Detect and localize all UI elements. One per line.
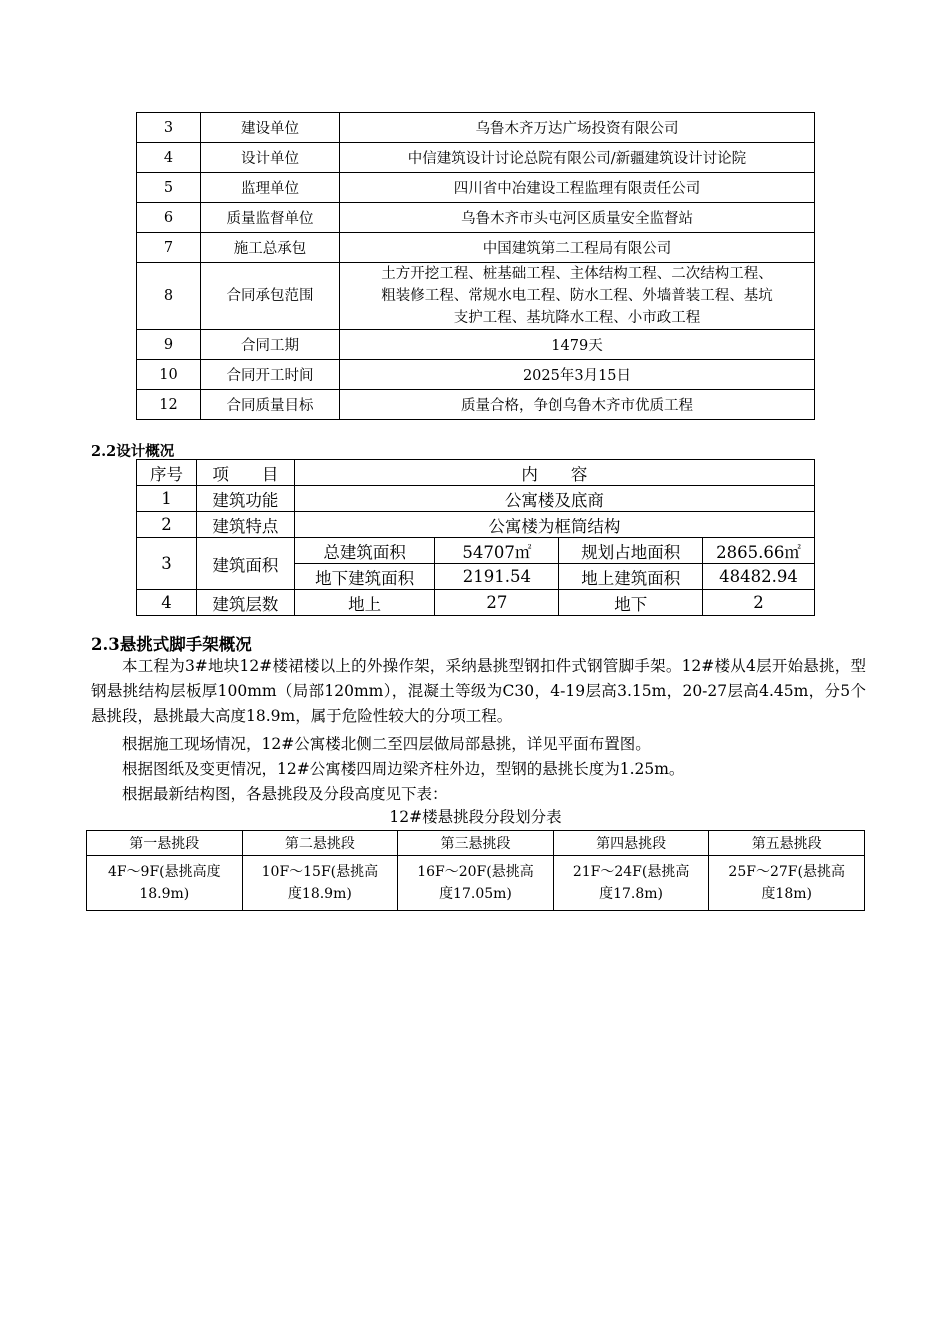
row-number: 8 xyxy=(137,263,201,330)
row-number: 1 xyxy=(137,486,197,512)
cantilever-segment-table xyxy=(86,830,865,911)
table-row xyxy=(137,203,815,233)
area-label: 地下建筑面积 xyxy=(294,564,435,590)
segment-name: 第一悬挑段 xyxy=(87,831,243,856)
segment-name: 第五悬挑段 xyxy=(709,831,865,856)
segment-range-line: 度18m) xyxy=(761,886,812,902)
segment-name: 第二悬挑段 xyxy=(242,831,398,856)
row-number: 7 xyxy=(137,233,201,263)
section-heading-scaffold: 2.3悬挑式脚手架概况 xyxy=(91,635,252,654)
floors-above-value: 27 xyxy=(435,590,559,616)
row-content: 公寓楼及底商 xyxy=(294,486,814,512)
row-number: 5 xyxy=(137,173,201,203)
table-row xyxy=(137,330,815,360)
segment-range-line: 度17.05m) xyxy=(439,886,512,902)
table-row xyxy=(137,173,815,203)
table-row xyxy=(137,113,815,143)
table-row xyxy=(137,512,815,538)
row-item: 合同承包范围 xyxy=(201,263,340,330)
row-content: 质量合格，争创乌鲁木齐市优质工程 xyxy=(340,390,815,420)
table-row xyxy=(137,390,815,420)
row-content: 2025年3月15日 xyxy=(340,360,815,390)
area-value: 54707㎡ xyxy=(435,538,559,564)
row-content: 乌鲁木齐万达广场投资有限公司 xyxy=(340,113,815,143)
table-row xyxy=(137,360,815,390)
row-item: 合同质量目标 xyxy=(201,390,340,420)
row-item: 监理单位 xyxy=(201,173,340,203)
area-label: 总建筑面积 xyxy=(294,538,435,564)
row-number: 3 xyxy=(137,538,197,590)
content-line: 支护工程、基坑降水工程、小市政工程 xyxy=(453,310,701,326)
area-label: 规划占地面积 xyxy=(559,538,703,564)
row-item: 设计单位 xyxy=(201,143,340,173)
table-row xyxy=(137,486,815,512)
row-number: 9 xyxy=(137,330,201,360)
row-number: 6 xyxy=(137,203,201,233)
row-number: 4 xyxy=(137,143,201,173)
floors-below-label: 地下 xyxy=(559,590,703,616)
segment-range xyxy=(398,856,554,911)
segment-range-line: 度17.8m) xyxy=(599,886,664,902)
header-content: 内 容 xyxy=(294,460,814,486)
segment-name: 第四悬挑段 xyxy=(553,831,709,856)
row-content: 四川省中冶建设工程监理有限责任公司 xyxy=(340,173,815,203)
floors-below-value: 2 xyxy=(703,590,815,616)
segment-range xyxy=(553,856,709,911)
area-value: 2191.54 xyxy=(435,564,559,590)
row-item: 合同开工时间 xyxy=(201,360,340,390)
table-row xyxy=(137,538,815,564)
paragraph: 根据最新结构图，各悬挑段及分段高度见下表： xyxy=(122,785,448,803)
paragraph: 本工程为3#地块12#楼裙楼以上的外操作架，采纳悬挑型钢扣件式钢管脚手架。12#楼从4层开始悬挑，型钢悬挑结构层板厚100mm（局部120mm），混凝土等级为C30，4-19层高3.15m，20-27层高4.45m，分5个悬挑段，悬挑最大高度18.9m，属于危险性较大的分项工程。 xyxy=(91,657,866,725)
row-content: 中信建筑设计讨论总院有限公司/新疆建筑设计讨论院 xyxy=(340,143,815,173)
segment-range-line: 度18.9m) xyxy=(287,886,352,902)
segment-range xyxy=(709,856,865,911)
row-content: 公寓楼为框筒结构 xyxy=(294,512,814,538)
row-item: 建设单位 xyxy=(201,113,340,143)
project-info-table xyxy=(136,112,815,420)
row-number: 12 xyxy=(137,390,201,420)
header-item: 项 目 xyxy=(196,460,294,486)
segment-range-line: 25F～27F(悬挑高 xyxy=(728,864,845,880)
segment-range-line: 16F～20F(悬挑高 xyxy=(417,864,534,880)
section-heading-design: 2.2设计概况 xyxy=(91,443,175,460)
table-row xyxy=(137,263,815,330)
row-content: 中国建筑第二工程局有限公司 xyxy=(340,233,815,263)
segment-range xyxy=(242,856,398,911)
table-caption: 12#楼悬挑段分段划分表 xyxy=(389,808,562,826)
segment-range-line: 4F～9F(悬挑高度 xyxy=(107,864,221,880)
row-number: 10 xyxy=(137,360,201,390)
row-content: 1479天 xyxy=(340,330,815,360)
content-line: 土方开挖工程、桩基础工程、主体结构工程、二次结构工程、 xyxy=(381,266,773,282)
table-row xyxy=(87,856,865,911)
paragraph: 根据图纸及变更情况，12#公寓楼四周边梁齐柱外边，型钢的悬挑长度为1.25m。 xyxy=(122,760,685,778)
segment-name: 第三悬挑段 xyxy=(398,831,554,856)
area-value: 48482.94 xyxy=(703,564,815,590)
row-content: 乌鲁木齐市头屯河区质量安全监督站 xyxy=(340,203,815,233)
floors-above-label: 地上 xyxy=(294,590,435,616)
segment-range-line: 10F～15F(悬挑高 xyxy=(261,864,379,880)
row-item: 建筑功能 xyxy=(196,486,294,512)
area-label: 地上建筑面积 xyxy=(559,564,703,590)
table-row xyxy=(137,233,815,263)
row-number: 2 xyxy=(137,512,197,538)
design-overview-table xyxy=(136,459,815,616)
table-header-row xyxy=(137,460,815,486)
content-line: 粗装修工程、常规水电工程、防水工程、外墙普装工程、基坑 xyxy=(381,288,773,304)
segment-range-line: 18.9m) xyxy=(139,886,190,902)
row-number: 4 xyxy=(137,590,197,616)
row-item: 质量监督单位 xyxy=(201,203,340,233)
row-number: 3 xyxy=(137,113,201,143)
area-value: 2865.66㎡ xyxy=(703,538,815,564)
row-item: 合同工期 xyxy=(201,330,340,360)
row-item: 建筑面积 xyxy=(196,538,294,590)
row-item: 建筑层数 xyxy=(196,590,294,616)
header-no: 序号 xyxy=(137,460,197,486)
paragraph: 根据施工现场情况，12#公寓楼北侧二至四层做局部悬挑，详见平面布置图。 xyxy=(122,735,651,753)
segment-range xyxy=(87,856,243,911)
row-content xyxy=(340,263,815,330)
row-item: 建筑特点 xyxy=(196,512,294,538)
table-header-row xyxy=(87,831,865,856)
table-row xyxy=(137,590,815,616)
segment-range-line: 21F～24F(悬挑高 xyxy=(572,864,690,880)
row-item: 施工总承包 xyxy=(201,233,340,263)
table-row xyxy=(137,143,815,173)
